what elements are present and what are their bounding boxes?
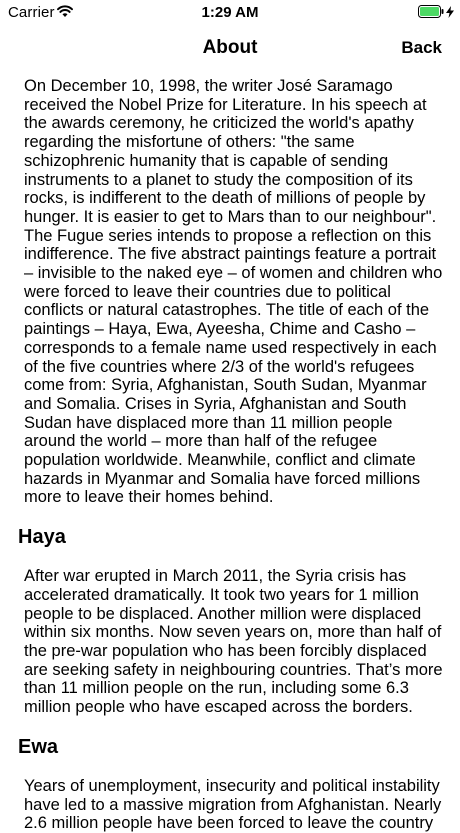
carrier-label: Carrier bbox=[8, 4, 55, 21]
section-body-ewa: Years of unemployment, insecurity and political instability have led to a massive migration from Afghanistan. Nearly 2.6 million people have been forced to leave the country bbox=[24, 776, 442, 833]
section-heading-ewa: Ewa bbox=[18, 735, 59, 758]
section-heading-haya: Haya bbox=[18, 526, 66, 549]
intro-paragraph: On December 10, 1998, the writer José Saramago received the Nobel Prize for Literature. In his speech at the awards ceremony, he criticized the world's apathy regarding the misfortune of others: "the same schizophrenic humanity that is capable of sending instruments to a planet to study the composition of its rocks, is indifferent to the death of millions of people by hunger. It is easier to get to Mars than to our neighbour". The Fugue series intends to propose a reflection on this indifference. The five abstract paintings feature a portrait – invisible to the naked eye – of women and children who were forced to leave their countries due to political conflicts or natural catastrophes. The title of each of the paintings – Haya, Ewa, Ayeesha, Chime and Casho – corresponds to a female name used respectively in each of the five countries where 2/3 of the world's refugees come from: Syria, Afghanistan, South Sudan, Myanmar and Somalia. Crises in Syria, Afghanistan and South Sudan have displaced more than 11 million people around the world – more than half of the refugee population worldwide. Meanwhile, conflict and climate hazards in Myanmar and Somalia have forced millions more to leave their homes behind. bbox=[24, 77, 443, 507]
section-body-haya: After war erupted in March 2011, the Syria crisis has accelerated dramatically. It took two years for 1 million people to be displaced. Another million were displaced within six months. Now seven years on, more than half of the pre-war population who has been forcibly displaced are seeking safety in neighbouring countries. That’s more than 11 million people on the run, including some 6.3 million people who have escaped across the borders. bbox=[24, 567, 443, 717]
status-bar bbox=[0, 0, 460, 24]
charging-bolt-icon bbox=[446, 6, 454, 18]
status-time: 1:29 AM bbox=[201, 4, 259, 21]
navigation-bar bbox=[0, 24, 460, 72]
battery-icon bbox=[418, 5, 444, 18]
back-button[interactable]: Back bbox=[401, 38, 442, 57]
about-content[interactable] bbox=[0, 72, 460, 833]
page-title: About bbox=[202, 37, 258, 58]
